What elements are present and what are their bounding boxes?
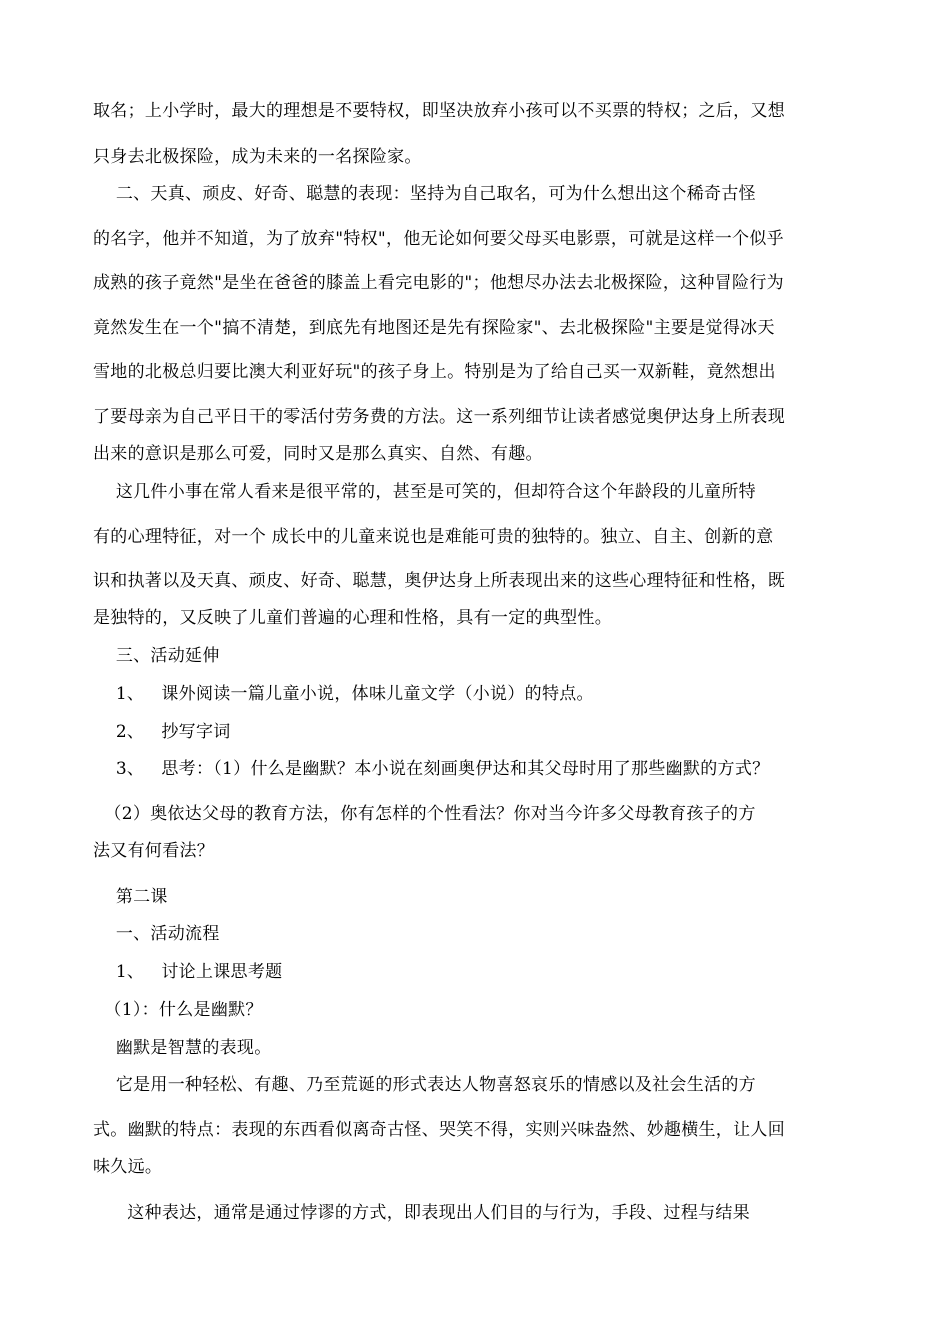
text-line: （1）：什么是幽默？ <box>93 1000 263 1020</box>
section-heading: 一、活动流程 <box>93 924 220 944</box>
list-item: 1、 课外阅读一篇儿童小说，体味儿童文学（小说）的特点。 <box>93 684 594 704</box>
text-line: 式。幽默的特点：表现的东西看似离奇古怪、哭笑不得，实则兴味盎然、妙趣横生，让人回 <box>93 1120 785 1140</box>
section-heading: 三、活动延伸 <box>93 646 220 666</box>
text-line: 二、天真、顽皮、好奇、聪慧的表现：坚持为自己取名，可为什么想出这个稀奇古怪 <box>93 184 756 204</box>
text-line: 取名；上小学时，最大的理想是不要特权，即坚决放弃小孩可以不买票的特权；之后，又想 <box>93 101 785 121</box>
list-item: 2、 抄写字词 <box>93 722 231 742</box>
text-line: 识和执著以及天真、顽皮、好奇、聪慧，奥伊达身上所表现出来的这些心理特征和性格，既 <box>93 571 785 591</box>
text-line: 了要母亲为自己平日干的零活付劳务费的方法。这一系列细节让读者感觉奥伊达身上所表现 <box>93 407 785 427</box>
text-line: 是独特的，又反映了儿童们普遍的心理和性格，具有一定的典型性。 <box>93 608 612 628</box>
text-line: 出来的意识是那么可爱，同时又是那么真实、自然、有趣。 <box>93 444 543 464</box>
text-line: 成熟的孩子竟然"是坐在爸爸的膝盖上看完电影的"；他想尽办法去北极探险，这种冒险行为 <box>93 273 784 293</box>
text-line: 只身去北极探险，成为未来的一名探险家。 <box>93 147 422 167</box>
text-line: 的名字，他并不知道，为了放弃"特权"，他无论如何要父母买电影票，可就是这样一个似乎 <box>93 229 784 249</box>
text-line: （2）奥依达父母的教育方法，你有怎样的个性看法？你对当今许多父母教育孩子的方 <box>93 804 756 824</box>
text-line: 它是用一种轻松、有趣、乃至荒诞的形式表达人物喜怒哀乐的情感以及社会生活的方 <box>93 1075 756 1095</box>
text-line: 这几件小事在常人看来是很平常的，甚至是可笑的，但却符合这个年龄段的儿童所特 <box>93 482 756 502</box>
text-line: 味久远。 <box>93 1157 163 1177</box>
text-line: 有的心理特征，对一个 成长中的儿童来说也是难能可贵的独特的。独立、自主、创新的意 <box>93 527 774 547</box>
text-line: 法又有何看法？ <box>93 841 215 861</box>
text-line: 幽默是智慧的表现。 <box>93 1038 272 1058</box>
list-item: 1、 讨论上课思考题 <box>93 962 283 982</box>
section-heading: 第二课 <box>93 887 168 907</box>
text-line: 竟然发生在一个"搞不清楚，到底先有地图还是先有探险家"、去北极探险"主要是觉得冰天 <box>93 318 775 338</box>
text-line: 雪地的北极总归要比澳大利亚好玩"的孩子身上。特别是为了给自己买一双新鞋，竟然想出 <box>93 362 776 382</box>
text-line: 这种表达，通常是通过悖谬的方式，即表现出人们目的与行为，手段、过程与结果 <box>93 1203 751 1223</box>
list-item: 3、 思考：（1）什么是幽默？本小说在刻画奥伊达和其父母时用了那些幽默的方式？ <box>93 759 770 779</box>
